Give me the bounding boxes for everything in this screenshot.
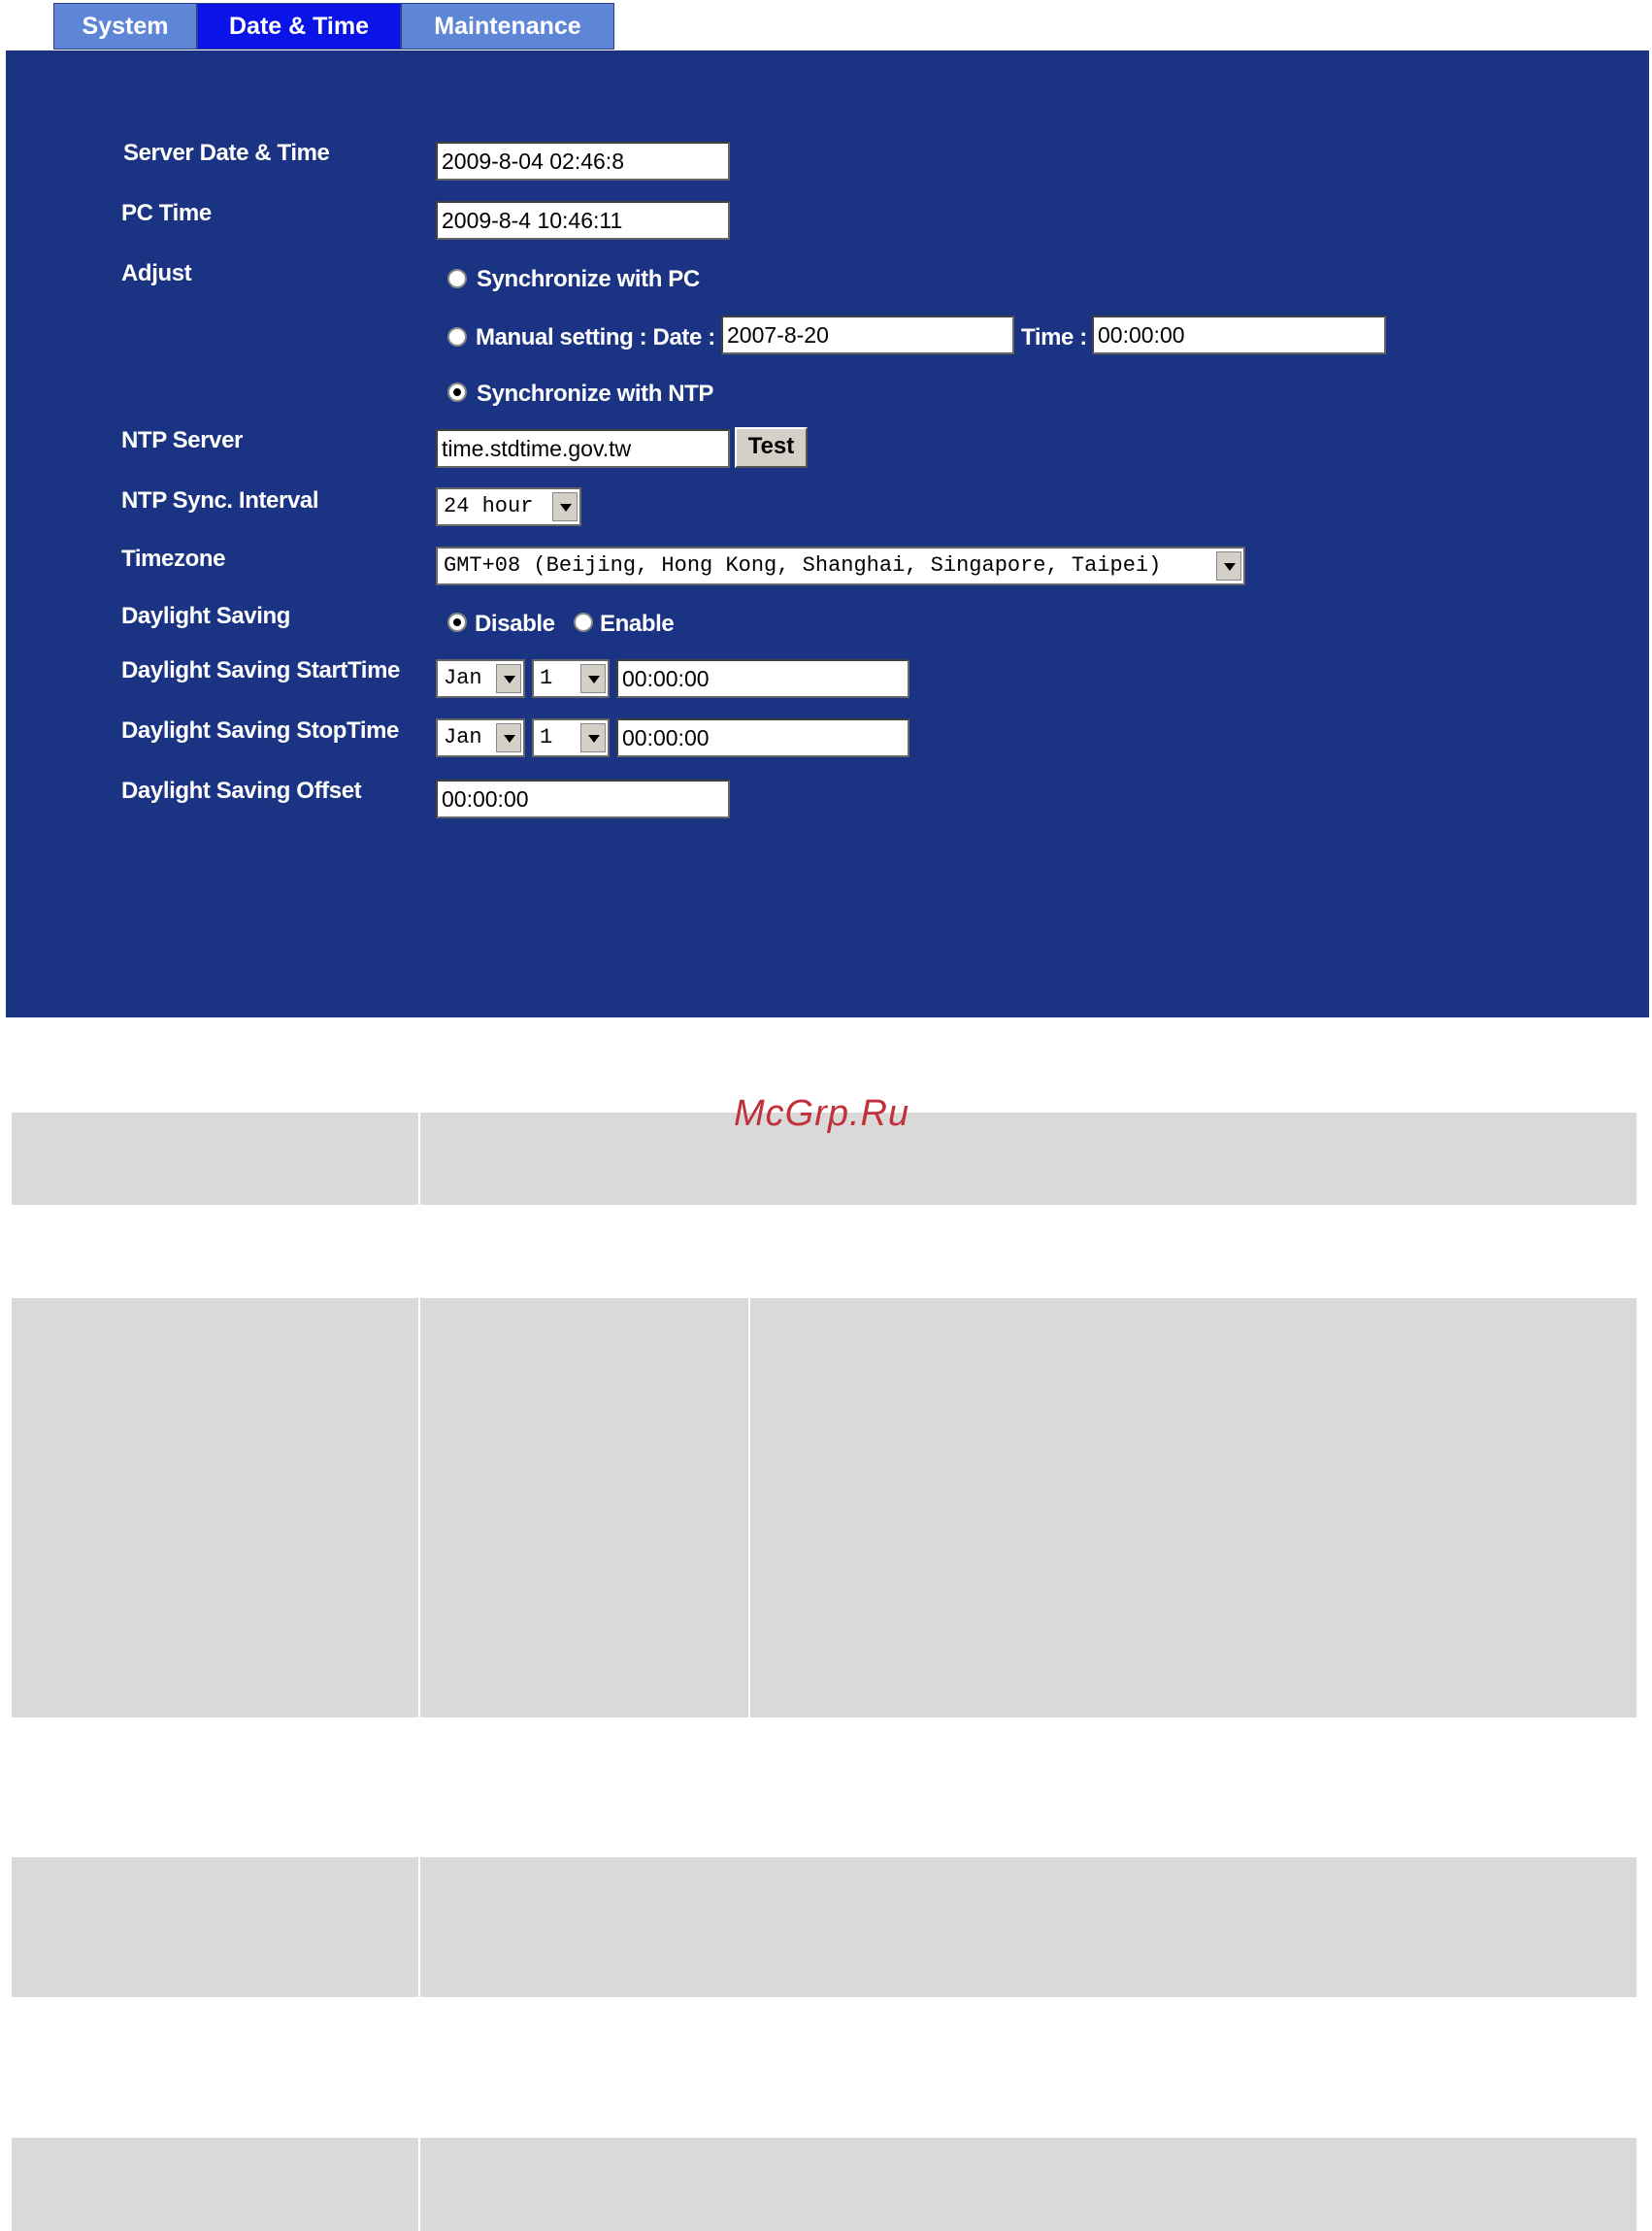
table-row: [12, 2138, 1636, 2231]
tab-date-time[interactable]: Date & Time: [197, 3, 401, 50]
settings-panel: [6, 50, 1649, 1017]
sync-ntp-radio[interactable]: [447, 383, 467, 402]
server-date-time-label: Server Date & Time: [123, 140, 330, 166]
ntp-interval-select[interactable]: [436, 487, 581, 526]
dst-disable-radio[interactable]: [447, 613, 467, 632]
chevron-down-icon[interactable]: [496, 664, 521, 693]
dst-offset-field[interactable]: 00:00:00: [436, 780, 730, 818]
dst-enable-label: Enable: [600, 611, 675, 637]
watermark: McGrp.Ru: [734, 1093, 910, 1134]
dst-start-month-value: Jan: [444, 666, 482, 690]
sync-pc-label: Synchronize with PC: [477, 266, 700, 292]
chevron-down-icon[interactable]: [1216, 551, 1241, 581]
table-row: [12, 1205, 1636, 1298]
dst-start-label: Daylight Saving StartTime: [121, 657, 400, 683]
dst-enable-radio[interactable]: [574, 613, 593, 632]
chevron-down-icon[interactable]: [580, 664, 606, 693]
table-row: [12, 1857, 1636, 1997]
adjust-label: Adjust: [121, 260, 192, 286]
tab-maintenance[interactable]: Maintenance: [401, 3, 614, 50]
dst-disable-label: Disable: [475, 611, 555, 637]
ntp-interval-value: 24 hour: [444, 494, 534, 518]
manual-setting-label: Manual setting : Date :: [476, 324, 715, 350]
ntp-test-button[interactable]: Test: [735, 427, 808, 468]
table-row: [12, 1298, 1636, 1717]
pc-time-field[interactable]: 2009-8-4 10:46:11: [436, 201, 730, 240]
dst-stop-day-select[interactable]: [532, 718, 610, 757]
dst-offset-label: Daylight Saving Offset: [121, 778, 362, 804]
dst-start-month-select[interactable]: [436, 659, 525, 698]
chevron-down-icon[interactable]: [552, 492, 578, 521]
chevron-down-icon[interactable]: [580, 723, 606, 752]
timezone-select[interactable]: [436, 547, 1245, 585]
timezone-value: GMT+08 (Beijing, Hong Kong, Shanghai, Singapore, Taipei): [444, 553, 1162, 578]
server-date-time-field[interactable]: 2009-8-04 02:46:8: [436, 142, 730, 181]
tab-system[interactable]: System: [53, 3, 197, 50]
table-row: [12, 1997, 1636, 2138]
dst-stop-time-field[interactable]: 00:00:00: [616, 718, 909, 757]
pc-time-label: PC Time: [121, 200, 212, 226]
chevron-down-icon[interactable]: [496, 723, 521, 752]
timezone-label: Timezone: [121, 546, 226, 572]
manual-time-field[interactable]: 00:00:00: [1092, 316, 1386, 354]
dst-start-day-value: 1: [540, 666, 553, 690]
table-divider: [418, 1113, 420, 2231]
manual-date-field[interactable]: 2007-8-20: [721, 316, 1014, 354]
dst-stop-month-select[interactable]: [436, 718, 525, 757]
daylight-saving-label: Daylight Saving: [121, 603, 291, 629]
sync-ntp-label: Synchronize with NTP: [477, 381, 714, 407]
ntp-interval-label: NTP Sync. Interval: [121, 487, 319, 514]
ntp-server-label: NTP Server: [121, 427, 243, 453]
dst-stop-month-value: Jan: [444, 725, 482, 749]
manual-time-label: Time :: [1021, 324, 1087, 350]
manual-setting-radio[interactable]: [447, 327, 467, 347]
dst-start-time-field[interactable]: 00:00:00: [616, 659, 909, 698]
sync-pc-radio[interactable]: [447, 269, 467, 288]
dst-stop-day-value: 1: [540, 725, 553, 749]
dst-stop-label: Daylight Saving StopTime: [121, 717, 400, 744]
dst-start-day-select[interactable]: [532, 659, 610, 698]
table-divider: [748, 1298, 750, 1717]
ntp-server-field[interactable]: time.stdtime.gov.tw: [436, 429, 730, 468]
table-row: [12, 1717, 1636, 1857]
